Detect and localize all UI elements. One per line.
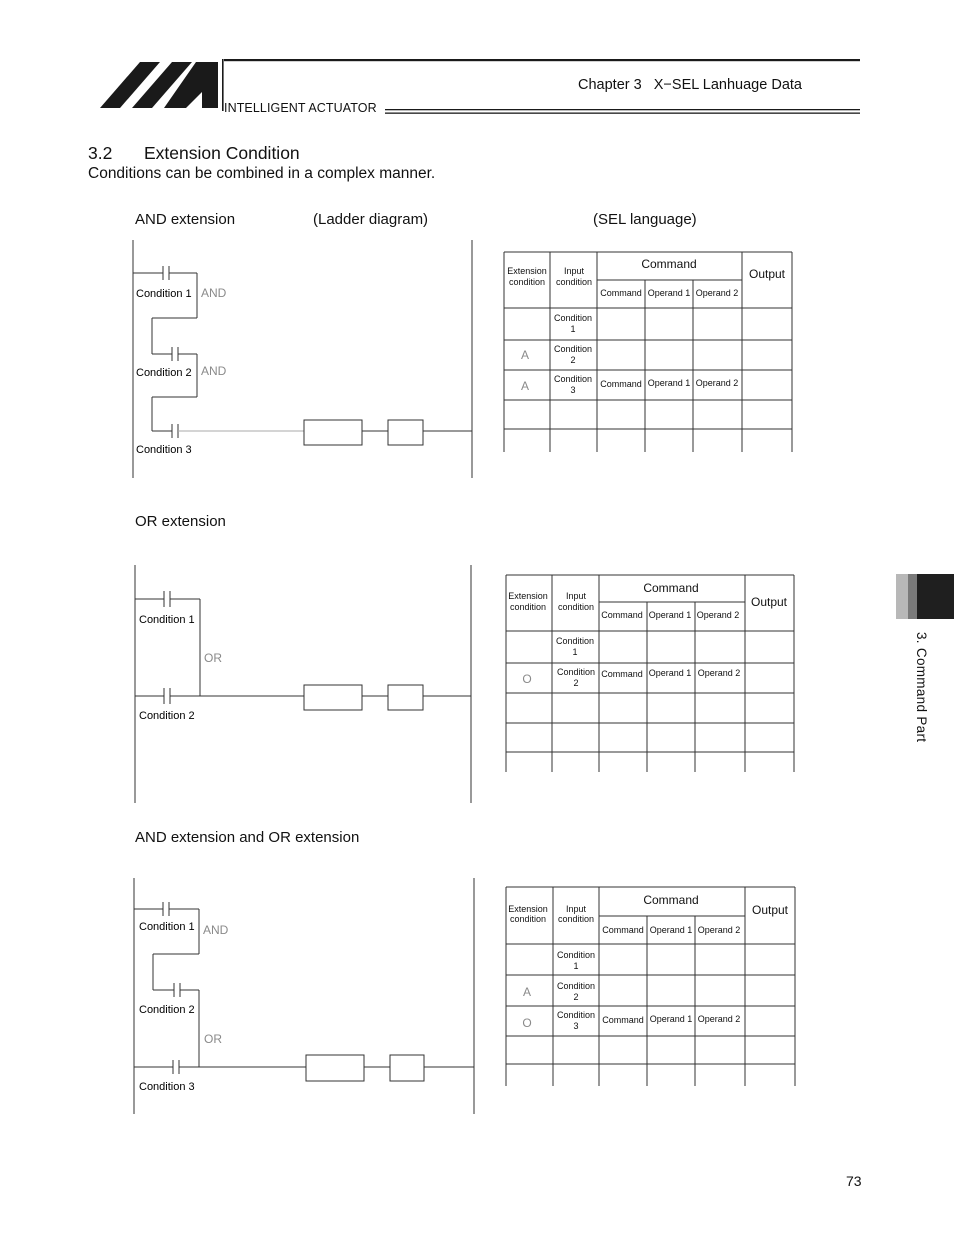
example-3-head-input-1: Input <box>565 904 587 914</box>
example-3-sub-operand1: Operand 1 <box>649 925 693 935</box>
ladder-caption: (Ladder diagram) <box>313 211 429 228</box>
example-3-r3-input-1: Condition <box>556 1010 596 1020</box>
example-1-ladder-label-2: Condition 2 <box>136 367 192 379</box>
example-2-head-output: Output <box>750 595 788 609</box>
example-2-head-input-1: Input <box>565 591 587 601</box>
example-1-r3-input-2: 3 <box>570 385 576 395</box>
example-1-r2-input-2: 2 <box>570 355 576 365</box>
example-2-head-ext-1: Extension <box>508 591 548 601</box>
example-3-r2-ext: A <box>522 985 532 999</box>
example-2-sub-command: Command <box>601 610 643 620</box>
example-1-r3-input-1: Condition <box>553 374 593 384</box>
example-1-figure <box>0 230 954 490</box>
example-2-r1-input-1: Condition <box>555 636 595 646</box>
example-2-head-command: Command <box>643 581 699 595</box>
brand-name: INTELLIGENT ACTUATOR <box>224 101 377 115</box>
example-1-r1-input-1: Condition <box>553 313 593 323</box>
example-3-ladder-label-2: Condition 2 <box>139 1004 195 1016</box>
example-2-title: OR extension <box>135 513 226 530</box>
example-1-head-input-1: Input <box>563 266 585 276</box>
example-1-r1-input-2: 1 <box>570 324 576 334</box>
example-1-head-input-2: condition <box>555 277 593 287</box>
example-2-ladder-label-2: Condition 2 <box>139 710 195 722</box>
example-1-op-2: AND <box>201 364 227 378</box>
sel-caption: (SEL language) <box>593 211 697 228</box>
section-subtitle: Conditions can be combined in a complex manner. <box>88 165 436 182</box>
example-1-ladder <box>133 240 472 478</box>
example-2-head-input-2: condition <box>557 602 595 612</box>
example-1-sub-operand2: Operand 2 <box>695 288 739 298</box>
example-1-r2-input-1: Condition <box>553 344 593 354</box>
example-3-head-ext-1: Extension <box>508 904 548 914</box>
example-3-r2-input-1: Condition <box>556 981 596 991</box>
example-1-title: AND extension <box>135 211 236 228</box>
example-1-r3-operand2: Operand 2 <box>695 378 739 388</box>
example-3-ladder <box>134 878 474 1114</box>
chapter-tab-marker <box>896 574 954 619</box>
example-2-r2-operand2: Operand 2 <box>697 668 741 678</box>
example-2-r2-ext: O <box>522 672 532 686</box>
example-3-op-2: OR <box>204 1032 222 1046</box>
example-3-ladder-label-1: Condition 1 <box>139 921 195 933</box>
example-2-r2-command: Command <box>601 669 643 679</box>
example-3-r3-command: Command <box>602 1015 644 1025</box>
example-2-head-ext-2: condition <box>509 602 547 612</box>
example-2-r2-input-1: Condition <box>556 667 596 677</box>
example-2-figure <box>0 555 954 815</box>
example-1-r3-operand1: Operand 1 <box>647 378 691 388</box>
example-3-sub-command: Command <box>602 925 644 935</box>
example-2-r1-input-2: 1 <box>572 647 578 657</box>
example-1-sel-table <box>504 252 792 452</box>
example-3-head-ext-2: condition <box>509 914 547 924</box>
example-2-sub-operand1: Operand 1 <box>648 610 692 620</box>
chapter-tab-label: 3. Command Part <box>914 632 929 743</box>
example-1-r3-command: Command <box>600 379 642 389</box>
example-3-ladder-label-3: Condition 3 <box>139 1081 195 1093</box>
example-3-r1-input-2: 1 <box>573 961 579 971</box>
example-3-title: AND extension and OR extension <box>135 829 360 846</box>
section-number: 3.2 <box>88 143 113 163</box>
example-2-ladder-label-1: Condition 1 <box>139 614 195 626</box>
example-3-head-input-2: condition <box>557 914 595 924</box>
example-3-figure <box>0 868 954 1128</box>
example-2-r2-input-2: 2 <box>573 678 579 688</box>
example-1-r3-ext: A <box>520 379 530 393</box>
example-3-sub-operand2: Operand 2 <box>697 925 741 935</box>
example-1-head-command: Command <box>641 257 697 271</box>
example-3-head-output: Output <box>751 903 789 917</box>
page-number: 73 <box>846 1173 862 1189</box>
example-2-r2-operand1: Operand 1 <box>648 668 692 678</box>
example-1-op-1: AND <box>201 286 227 300</box>
example-2-op-1: OR <box>204 651 222 665</box>
example-1-sub-operand1: Operand 1 <box>647 288 691 298</box>
example-1-r2-ext: A <box>520 348 530 362</box>
section-heading <box>88 143 300 164</box>
example-1-head-ext-1: Extension <box>507 266 547 276</box>
example-3-r2-input-2: 2 <box>573 992 579 1002</box>
example-2-sub-operand2: Operand 2 <box>696 610 740 620</box>
iai-logo <box>100 62 218 108</box>
example-2-ladder <box>135 565 471 803</box>
example-3-r1-input-1: Condition <box>556 950 596 960</box>
example-3-r3-operand2: Operand 2 <box>697 1014 741 1024</box>
example-1-sub-command: Command <box>600 288 642 298</box>
example-1-head-ext-2: condition <box>508 277 546 287</box>
example-3-op-1: AND <box>203 923 229 937</box>
example-1-ladder-label-1: Condition 1 <box>136 288 192 300</box>
example-1-ladder-label-3: Condition 3 <box>136 444 192 456</box>
example-3-r3-ext: O <box>522 1016 532 1030</box>
page-header-graphics <box>0 0 954 120</box>
section-title: Extension Condition <box>144 143 300 163</box>
example-3-head-command: Command <box>643 893 699 907</box>
example-3-r3-operand1: Operand 1 <box>649 1014 693 1024</box>
example-3-r3-input-2: 3 <box>573 1021 579 1031</box>
chapter-title: Chapter 3 X−SEL Lanhuage Data <box>578 77 802 93</box>
example-1-head-output: Output <box>748 267 786 281</box>
